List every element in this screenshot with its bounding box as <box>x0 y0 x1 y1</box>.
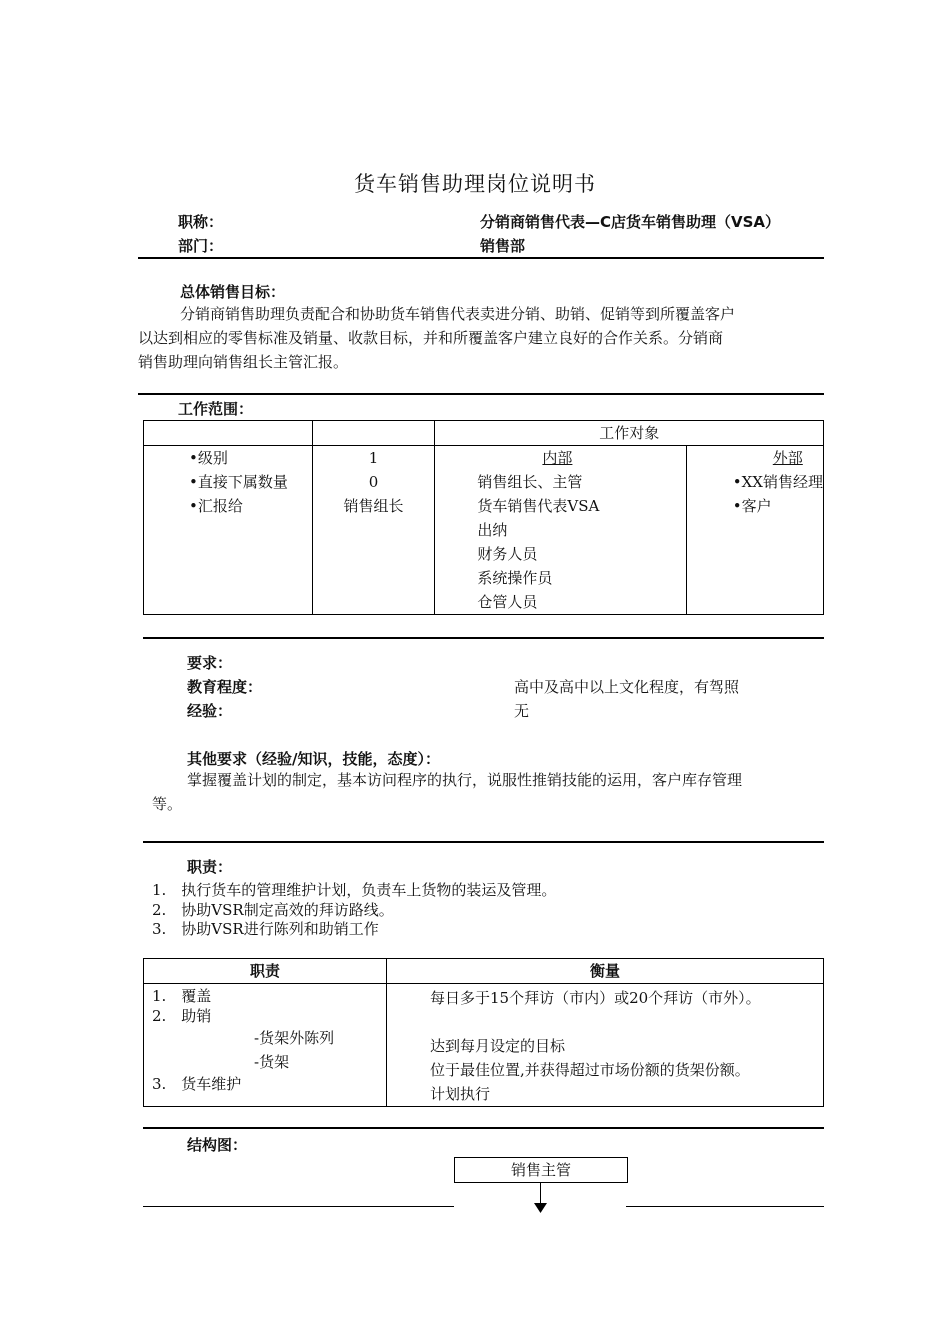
dept-label: 部门： <box>178 237 224 255</box>
measure-list-cell <box>387 984 824 1107</box>
scope-header-blank-2 <box>312 421 435 446</box>
page-title: 货车销售助理岗位说明书 <box>354 172 596 196</box>
value-reports-to: 销售组长 <box>343 497 404 515</box>
duty-column-header: 职责 <box>144 959 387 984</box>
other-line-2: 等。 <box>152 795 183 813</box>
goal-line-1: 分销商销售助理负责配合和协助货车销售代表卖进分销、助销、促销等到所覆盖客户 <box>180 305 736 323</box>
experience-label: 经验： <box>187 702 233 720</box>
arrow-down-icon <box>534 1203 547 1213</box>
label-level: •级别 <box>189 449 228 467</box>
internal-item: 出纳 <box>477 521 508 539</box>
value-subordinates: 0 <box>368 473 379 491</box>
table-divider <box>143 1127 824 1129</box>
other-line-1: 掌握覆盖计划的制定，基本访问程序的执行，说服性推销技能的运用，客户库存管理 <box>187 771 743 789</box>
education-label: 教育程度： <box>187 678 263 696</box>
other-requirements-heading: 其他要求（经验/知识，技能，态度）： <box>187 750 440 768</box>
work-object-header: 工作对象 <box>435 421 824 446</box>
position-value: 分销商销售代表—C店货车销售助理（VSA） <box>480 213 781 231</box>
internal-item: 系统操作员 <box>477 569 553 587</box>
education-value: 高中及高中以上文化程度，有驾照 <box>514 678 740 696</box>
measure-row: 位于最佳位置,并获得超过市场份额的货架份额。 <box>430 1061 750 1079</box>
goal-divider <box>138 393 824 395</box>
scope-divider <box>143 637 824 639</box>
internal-item: 销售组长、主管 <box>477 473 583 491</box>
requirements-heading: 要求： <box>187 654 233 672</box>
goal-line-2: 以达到相应的零售标准及销量、收款目标，并和所覆盖客户建立良好的合作关系。分销商 <box>138 329 724 347</box>
position-label: 职称： <box>178 213 224 231</box>
external-title: 外部 <box>772 449 803 467</box>
duty-row: 3. 货车维护 <box>152 1075 242 1093</box>
duty-list-cell <box>144 984 387 1107</box>
duty-item-3: 3. 协助VSR进行陈列和助销工作 <box>152 920 379 938</box>
internal-cell <box>435 446 686 615</box>
internal-item: 仓管人员 <box>477 593 538 611</box>
scope-labels-cell <box>144 446 313 615</box>
goal-heading: 总体销售目标： <box>180 283 286 301</box>
requirements-divider <box>143 841 824 843</box>
internal-item: 财务人员 <box>477 545 538 563</box>
header-divider <box>138 257 824 259</box>
measure-column-header: 衡量 <box>387 959 824 984</box>
goal-line-3: 销售助理向销售组长主管汇报。 <box>138 353 349 371</box>
scope-header-blank-1 <box>144 421 313 446</box>
measure-row: 每日多于15个拜访（市内）或20个拜访（市外）。 <box>430 989 761 1007</box>
external-cell <box>686 446 823 615</box>
duties-heading: 职责： <box>187 858 233 876</box>
value-level: 1 <box>368 449 379 467</box>
duty-row: 2. 助销 <box>152 1007 212 1025</box>
measure-row: 计划执行 <box>430 1085 491 1103</box>
duty-item-1: 1. 执行货车的管理维护计划，负责车上货物的装运及管理。 <box>152 881 557 899</box>
duty-subrow: -货架 <box>254 1053 290 1071</box>
internal-title: 内部 <box>542 449 573 467</box>
internal-item: 货车销售代表VSA <box>477 497 600 515</box>
experience-value: 无 <box>514 702 530 720</box>
duty-row: 1. 覆盖 <box>152 987 212 1005</box>
scope-table <box>143 420 824 615</box>
duty-measure-table <box>143 958 824 1107</box>
duty-item-2: 2. 协助VSR制定高效的拜访路线。 <box>152 901 394 919</box>
external-item: •客户 <box>732 497 772 515</box>
label-reports-to: •汇报给 <box>189 497 243 515</box>
scope-heading: 工作范围： <box>178 400 254 418</box>
duty-subrow: -货架外陈列 <box>254 1029 335 1047</box>
label-subordinates: •直接下属数量 <box>189 473 288 491</box>
org-line-right <box>626 1206 824 1207</box>
org-connector <box>540 1183 541 1205</box>
measure-spacer <box>430 1010 823 1034</box>
dept-value: 销售部 <box>480 237 526 255</box>
org-box-sales-supervisor: 销售主管 <box>454 1157 628 1183</box>
external-item: •XX销售经理 <box>732 473 823 491</box>
measure-row: 达到每月设定的目标 <box>430 1037 566 1055</box>
org-line-left <box>143 1206 454 1207</box>
org-chart-heading: 结构图： <box>187 1136 248 1154</box>
scope-values-cell <box>312 446 435 615</box>
